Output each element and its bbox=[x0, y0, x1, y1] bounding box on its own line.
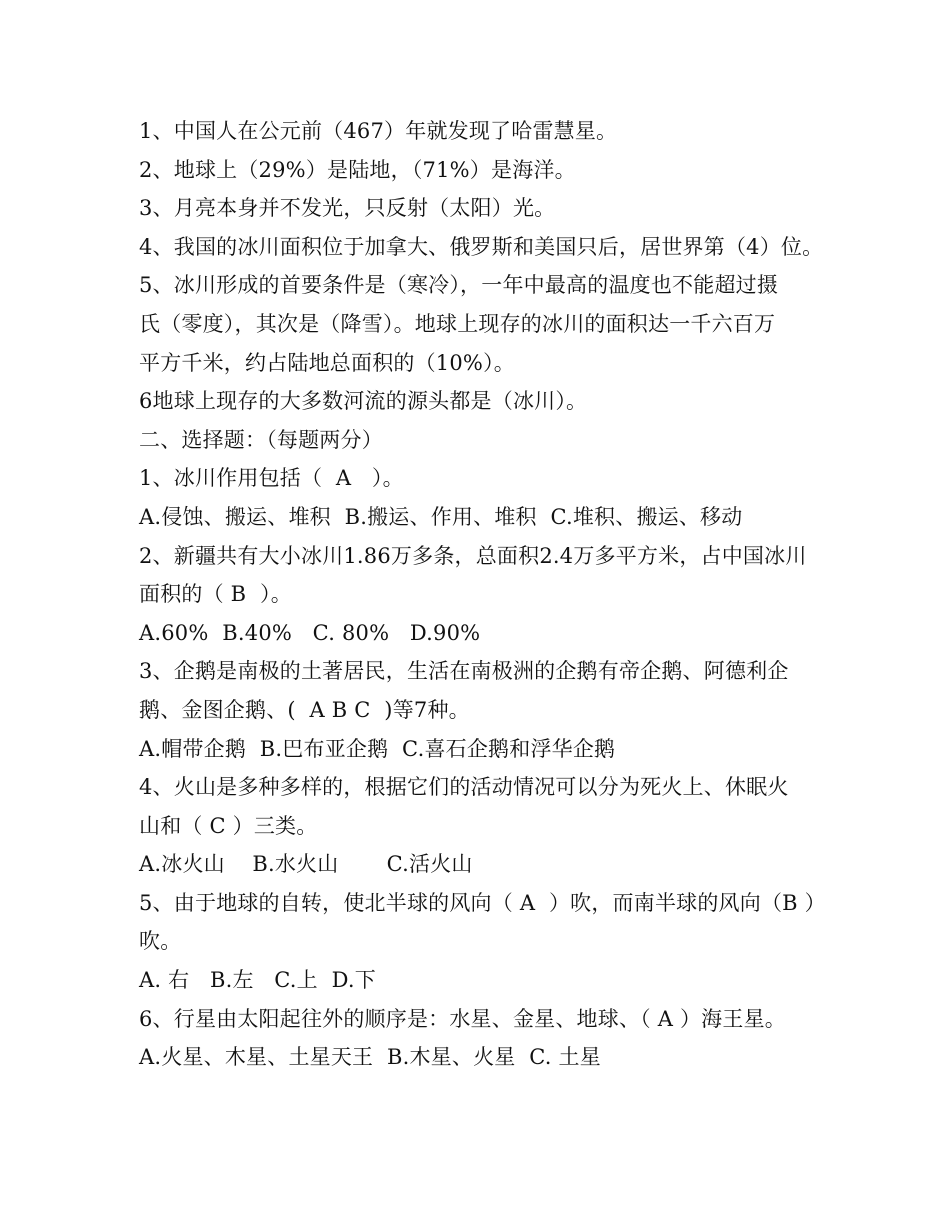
choice-question-5-line-1: 5、由于地球的自转，使北半球的风向（ A ）吹，而南半球的风向（B ） bbox=[139, 890, 826, 915]
fill-blank-1: 1、中国人在公元前（467）年就发现了哈雷慧星。 bbox=[139, 119, 618, 143]
choice-question-5-line-2: 吹。 bbox=[139, 929, 182, 954]
section-heading-choice: 二、选择题：（每题两分） bbox=[139, 427, 383, 452]
document-page bbox=[139, 112, 829, 1077]
fill-blank-6: 6地球上现存的大多数河流的源头都是（冰川）。 bbox=[139, 389, 588, 414]
choice-options-3: A.帽带企鹅 B.巴布亚企鹅 C.喜石企鹅和浮华企鹅 bbox=[139, 736, 616, 761]
choice-options-2: A.60% B.40% C. 80% D.90% bbox=[139, 620, 481, 645]
fill-blank-2: 2、地球上（29%）是陆地，（71%）是海洋。 bbox=[139, 157, 576, 182]
fill-blank-3: 3、月亮本身并不发光，只反射（太阳）光。 bbox=[139, 196, 556, 221]
choice-options-4: A.冰火山 B.水火山 C.活火山 bbox=[139, 852, 473, 877]
choice-question-3-line-1: 3、企鹅是南极的土著居民，生活在南极洲的企鹅有帝企鹅、阿德利企 bbox=[139, 659, 789, 684]
fill-blank-5-line-2: 氏（零度），其次是（降雪）。地球上现存的冰川的面积达一千六百万 bbox=[139, 311, 776, 336]
choice-question-3-line-2: 鹅、金图企鹅、( A B C )等7种。 bbox=[139, 697, 470, 722]
fill-blank-5-line-1: 5、冰川形成的首要条件是（寒冷），一年中最高的温度也不能超过摄 bbox=[139, 273, 779, 298]
choice-question-4-line-1: 4、火山是多种多样的，根据它们的活动情况可以分为死火上、休眠火 bbox=[139, 775, 789, 800]
choice-question-4-line-2: 山和（ C ）三类。 bbox=[139, 813, 318, 838]
choice-question-6: 6、行星由太阳起往外的顺序是：水星、金星、地球、（ A ）海王星。 bbox=[139, 1006, 786, 1031]
choice-question-2-line-1: 2、新疆共有大小冰川1.86万多条，总面积2.4万多平方米，占中国冰川 bbox=[139, 543, 807, 568]
choice-options-1: A.侵蚀、搬运、堆积 B.搬运、作用、堆积 C.堆积、搬运、移动 bbox=[139, 504, 743, 529]
choice-options-5: A. 右 B.左 C.上 D.下 bbox=[139, 968, 376, 993]
choice-question-2-line-2: 面积的（ B ）。 bbox=[139, 582, 292, 607]
fill-blank-5-line-3: 平方千米，约占陆地总面积的（10%）。 bbox=[139, 350, 515, 375]
choice-question-1: 1、冰川作用包括（ A ）。 bbox=[139, 466, 404, 491]
fill-blank-4: 4、我国的冰川面积位于加拿大、俄罗斯和美国只后，居世界第（4）位。 bbox=[139, 234, 824, 259]
choice-options-6: A.火星、木星、土星天王 B.木星、火星 C. 土星 bbox=[139, 1045, 601, 1070]
